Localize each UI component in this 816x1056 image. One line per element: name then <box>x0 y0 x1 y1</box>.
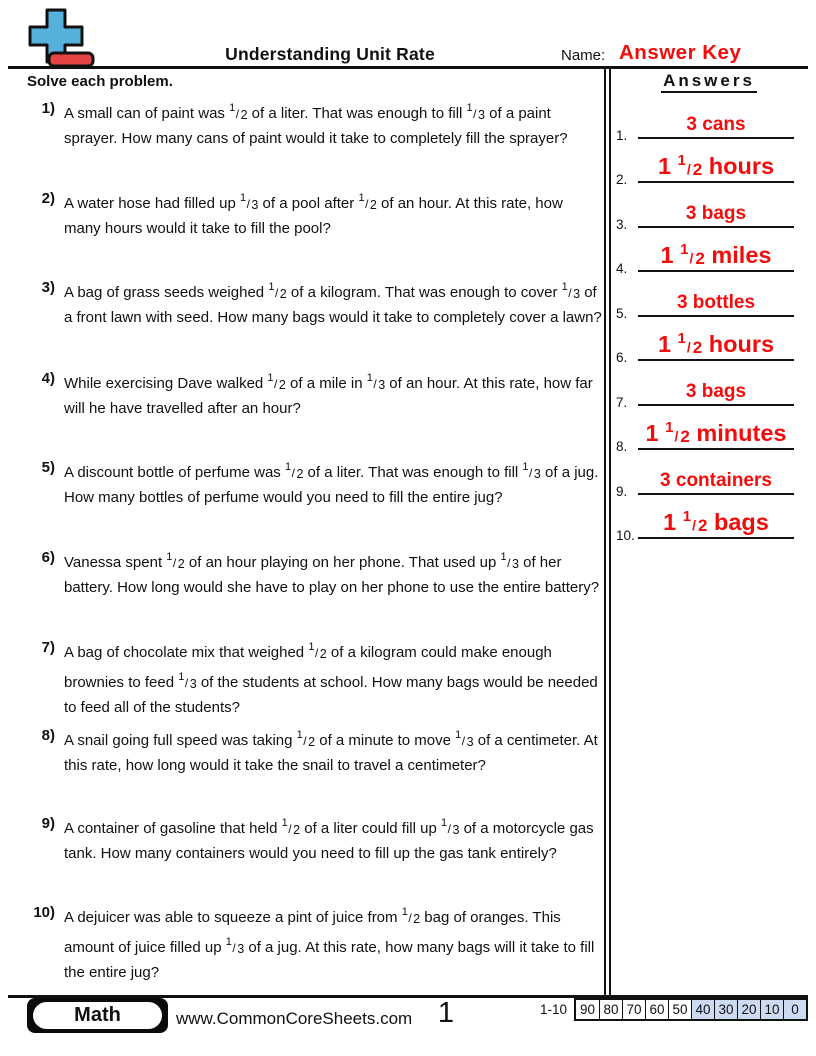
answer-number: 1. <box>616 128 628 143</box>
answer-item <box>616 236 794 276</box>
problem-number: 4) <box>41 370 55 387</box>
score-cell: 80 <box>599 1000 622 1019</box>
problem-number: 7) <box>41 639 55 656</box>
problem-text: Vanessa spent $^1$/ 2 of an hour playing on her phone. That used up $^1$/ 3 of her battery. How long would she have to play on her phone to use the entire battery? <box>64 551 600 596</box>
fraction: $^1$/ 2 <box>677 152 703 179</box>
fraction: $^1$/ 3 <box>239 192 259 212</box>
answers-heading: Answers <box>620 71 798 91</box>
problem-number: 6) <box>41 549 55 566</box>
fraction: $^1$/ 3 <box>178 671 197 691</box>
answer-item <box>616 147 794 187</box>
score-grid <box>574 998 808 1021</box>
score-key <box>540 998 808 1021</box>
name-label: Name: <box>561 47 606 64</box>
column-divider-line <box>609 69 611 995</box>
problem-text: A water hose had filled up $^1$/ 3 of a pool after $^1$/ 2 of an hour. At this rate, how many hours would it take to fill the pool? <box>64 192 563 237</box>
answer-line <box>638 381 794 406</box>
answer-value: 3 bags <box>685 381 747 402</box>
problem-text: A container of gasoline that held $^1$/ 2 of a liter could fill up $^1$/ 3 of a motorcycle gas tank. How many containers would you need to fill up the gas tank entirely? <box>64 817 594 862</box>
fraction: $^1$/ 3 <box>225 936 245 956</box>
answer-item <box>616 192 794 232</box>
answer-value: 1 $^1$/ 2 miles <box>660 241 772 268</box>
score-cell: 20 <box>737 1000 760 1019</box>
fraction: $^1$/ 2 <box>677 330 703 357</box>
problem-number: 3) <box>41 279 55 296</box>
answer-number: 9. <box>616 484 628 499</box>
answer-line <box>638 152 794 183</box>
problem-text: A dejuicer was able to squeeze a pint of juice from $^1$/ 2 bag of oranges. This amount of juice filled up $^1$/ 3 of a jug. At this rate, how many bags will it take to fill the entire jug? <box>64 906 595 981</box>
problem-text: A small can of paint was $^1$/ 2 of a liter. That was enough to fill $^1$/ 3 of a paint sprayer. How many cans of paint would it take to completely fill the sprayer? <box>64 102 568 147</box>
problem-item <box>27 901 603 984</box>
answer-item <box>616 325 794 365</box>
answer-line <box>638 330 794 361</box>
header-divider <box>8 66 808 69</box>
answer-value: 1 $^1$/ 2 hours <box>657 152 775 179</box>
fraction: $^1$/ 2 <box>358 192 377 212</box>
score-cell: 50 <box>668 1000 691 1019</box>
fraction: $^1$/ 2 <box>268 281 287 301</box>
fraction: $^1$/ 3 <box>466 102 485 122</box>
fraction: $^1$/ 2 <box>296 729 316 749</box>
problem-number: 5) <box>41 459 55 476</box>
fraction: $^1$/ 2 <box>284 461 304 481</box>
fraction: $^1$/ 2 <box>229 102 248 122</box>
score-cell: 40 <box>691 1000 714 1019</box>
answer-value: 3 cans <box>686 114 746 135</box>
score-cell: 0 <box>783 1000 806 1019</box>
problem-item <box>27 546 603 599</box>
answer-number: 2. <box>616 172 628 187</box>
problem-text: A bag of grass seeds weighed $^1$/ 2 of a kilogram. That was enough to cover $^1$/ 3 of a front lawn with seed. How many bags would it take to completely cover a lawn? <box>64 281 602 326</box>
problem-text: A bag of chocolate mix that weighed $^1$/ 2 of a kilogram could make enough brownies to feed $^1$/ 3 of the students at school. How many bags would be needed to feed all of the students? <box>64 641 598 716</box>
problem-item <box>27 367 603 420</box>
answer-number: 8. <box>616 439 628 454</box>
page-number: 1 <box>437 997 455 1029</box>
problem-item <box>27 456 603 509</box>
fraction: $^1$/ 2 <box>401 906 421 926</box>
answer-line <box>638 114 794 139</box>
answer-value: 1 $^1$/ 2 minutes <box>645 419 787 446</box>
fraction: $^1$/ 3 <box>366 372 386 392</box>
fraction: $^1$/ 2 <box>665 419 690 446</box>
answer-number: 6. <box>616 350 628 365</box>
column-divider-line <box>604 69 606 995</box>
fraction: $^1$/ 2 <box>281 817 301 837</box>
problem-item <box>27 187 603 240</box>
problem-text: A discount bottle of perfume was $^1$/ 2 of a liter. That was enough to fill $^1$/ 3 of a jug. How many bottles of perfume would you need to fill the entire jug? <box>64 461 599 506</box>
score-range-label: 1-10 <box>539 1002 567 1017</box>
problem-item <box>27 724 603 777</box>
fraction: $^1$/ 2 <box>682 508 708 535</box>
answer-number: 5. <box>616 306 628 321</box>
answer-number: 4. <box>616 261 628 276</box>
answer-item <box>616 459 794 499</box>
answer-key-label: Answer Key <box>619 41 742 64</box>
problem-item <box>27 97 603 150</box>
instructions-text: Solve each problem. <box>27 73 173 90</box>
answer-value: 3 bags <box>685 203 747 224</box>
score-cell: 30 <box>714 1000 737 1019</box>
problem-item <box>27 636 603 719</box>
answer-value: 1 $^1$/ 2 hours <box>657 330 775 357</box>
fraction: $^1$/ 2 <box>267 372 286 392</box>
website-url: www.CommonCoreSheets.com <box>176 1009 413 1028</box>
problem-number: 8) <box>41 727 55 744</box>
answer-line <box>638 419 794 450</box>
answer-number: 3. <box>616 217 628 232</box>
answer-number: 7. <box>616 395 628 410</box>
answer-line <box>638 470 794 495</box>
fraction: $^1$/ 2 <box>308 641 327 661</box>
problem-number: 9) <box>41 815 55 832</box>
answer-item <box>616 414 794 454</box>
fraction: $^1$/ 3 <box>500 551 519 571</box>
subject-badge <box>27 998 168 1033</box>
answer-line <box>638 241 794 272</box>
page-title: Understanding Unit Rate <box>225 44 435 64</box>
fraction: $^1$/ 2 <box>680 241 705 268</box>
problem-number: 10) <box>33 904 55 921</box>
problem-text: While exercising Dave walked $^1$/ 2 of a mile in $^1$/ 3 of an hour. At this rate, how far will he have travelled after an hour? <box>64 372 593 417</box>
score-cell: 60 <box>645 1000 668 1019</box>
answer-value: 3 containers <box>660 470 772 491</box>
plus-minus-logo-icon <box>27 6 107 68</box>
problem-item <box>27 812 603 865</box>
score-cell: 90 <box>576 1000 599 1019</box>
answer-line <box>638 508 794 539</box>
answer-line <box>638 292 794 317</box>
score-cell: 10 <box>760 1000 783 1019</box>
score-cell: 70 <box>622 1000 645 1019</box>
fraction: $^1$/ 2 <box>166 551 185 571</box>
answer-line <box>638 203 794 228</box>
fraction: $^1$/ 3 <box>561 281 581 301</box>
subject-badge-label: Math <box>33 1002 162 1029</box>
problem-text: A snail going full speed was taking $^1$/ 2 of a minute to move $^1$/ 3 of a centimeter. At this rate, how long would it take the snail to travel a centimeter? <box>64 729 598 774</box>
answer-number: 10. <box>616 528 635 543</box>
problem-number: 1) <box>41 100 55 117</box>
problem-number: 2) <box>41 190 55 207</box>
answer-item <box>616 281 794 321</box>
answer-item <box>616 370 794 410</box>
fraction: $^1$/ 3 <box>440 817 460 837</box>
answer-item <box>616 503 794 543</box>
fraction: $^1$/ 3 <box>522 461 541 481</box>
fraction: $^1$/ 3 <box>455 729 474 749</box>
answer-item <box>616 103 794 143</box>
answer-value: 1 $^1$/ 2 bags <box>663 508 769 535</box>
problem-item <box>27 276 603 329</box>
answer-value: 3 bottles <box>676 292 756 313</box>
